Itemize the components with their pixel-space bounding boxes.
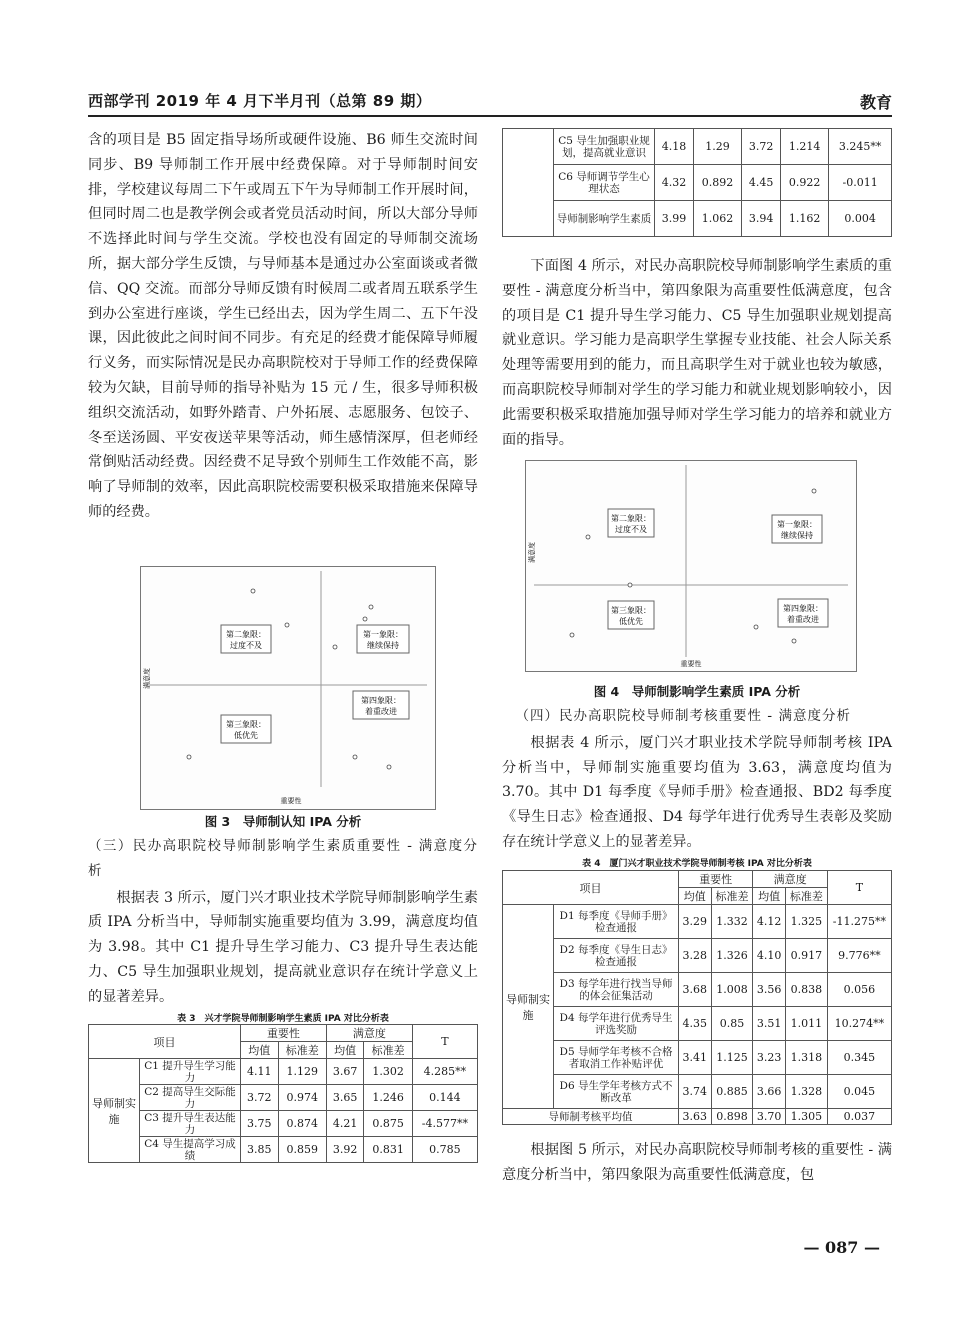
fig4-xlabel: 重要性: [680, 660, 702, 668]
t3c-t-value: 3.245**: [829, 129, 892, 165]
t4-sat-mean: 3.51: [753, 1007, 786, 1041]
t3-sat-sd: 0.875: [364, 1111, 412, 1137]
figure-3: [140, 566, 436, 810]
table-4-title: 表 4 厦门兴才职业技术学院导师制考核 IPA 对比分析表: [582, 859, 812, 869]
t3c-imp-mean: 3.99: [655, 201, 694, 237]
t3-mean-head-2: 均值: [326, 1042, 364, 1059]
t3-sat-sd: 0.831: [364, 1137, 412, 1163]
fig4-q2-l2: 过度不及: [615, 525, 647, 534]
t4-sat-sd: 1.325: [785, 905, 827, 939]
t3c-imp-sd: 0.892: [693, 165, 741, 201]
t3c-sat-sd: 0.922: [781, 165, 829, 201]
t4-item-name: D1 每季度《导师手册》检查通报: [554, 905, 679, 939]
table-row: [503, 939, 892, 973]
t3c-imp-sd: 1.29: [693, 129, 741, 165]
t4-mean-head-2: 均值: [753, 888, 786, 905]
t4-t-value: 0.045: [827, 1075, 891, 1109]
figure-3-caption: 图 3 导师制认知 IPA 分析: [204, 814, 362, 829]
t4-group-label: 导师制实施: [503, 905, 554, 1109]
t3c-group-spacer: [503, 129, 554, 237]
t3-imp-mean: 3.75: [241, 1111, 279, 1137]
t3c-item-name: 导师制影响学生素质: [554, 201, 655, 237]
t4-mean-head: 均值: [679, 888, 712, 905]
t3c-imp-mean: 4.18: [655, 129, 694, 165]
t3c-sat-sd: 1.214: [781, 129, 829, 165]
table-3-continued: [502, 128, 892, 237]
t3c-imp-mean: 4.32: [655, 165, 694, 201]
fig3-q4-l1: 第四象限：: [361, 696, 401, 705]
t3c-item-name: C6 导师调节学生心理状态: [554, 165, 655, 201]
t3-mean-head: 均值: [241, 1042, 279, 1059]
table-3-title: 表 3 兴才学院导师制影响学生素质 IPA 对比分析表: [177, 1014, 389, 1024]
t4-imp-sd: 1.332: [711, 905, 753, 939]
table-row: [503, 973, 892, 1007]
t3-item-name: C2 提高导生交际能力: [140, 1085, 241, 1111]
fig4-point: [812, 489, 816, 493]
right-column-end: [502, 1138, 892, 1188]
t3-imp-mean: 3.85: [241, 1137, 279, 1163]
t4-t-head: T: [827, 871, 891, 905]
t3-item-head: 项目: [89, 1025, 241, 1059]
heading-4: （四）民办高职院校导师制考核重要性 - 满意度分析: [515, 708, 851, 724]
t4-sat-head: 满意度: [753, 871, 827, 888]
t4-sd-head-2: 标准差: [785, 888, 827, 905]
t4-sat-mean: 4.12: [753, 905, 786, 939]
t3-imp-sd: 0.874: [278, 1111, 326, 1137]
fig4-point: [628, 583, 632, 587]
fig3-point: [251, 589, 255, 593]
t3-item-name: C1 提升导生学习能力: [140, 1059, 241, 1085]
t3-sd-head: 标准差: [278, 1042, 326, 1059]
t4-imp-mean: 3.63: [679, 1109, 712, 1125]
fig3-q1-l2: 继续保持: [367, 641, 399, 650]
right-column: [502, 254, 892, 452]
t3-imp-sd: 0.859: [278, 1137, 326, 1163]
t4-t-value: 0.037: [827, 1109, 891, 1125]
t4-sd-head: 标准差: [711, 888, 753, 905]
fig4-q3-l2: 低优先: [619, 617, 643, 626]
left-column-lower: [88, 834, 478, 1010]
t3-sd-head-2: 标准差: [364, 1042, 412, 1059]
t3-sat-sd: 1.246: [364, 1085, 412, 1111]
header-rule: [88, 115, 892, 117]
table-row: [89, 1085, 478, 1111]
t3c-sat-mean: 4.45: [742, 165, 781, 201]
fig3-q3-l1: 第三象限：: [226, 720, 266, 729]
fig3-ylabel: 满意度: [143, 668, 151, 689]
fig4-point: [586, 535, 590, 539]
t4-item-name: D3 每学年进行找当导师的体会征集活动: [554, 973, 679, 1007]
table-row: [89, 1137, 478, 1163]
t4-t-value: 0.056: [827, 973, 891, 1007]
fig4-q4-l1: 第四象限：: [783, 604, 823, 613]
t4-imp-mean: 3.74: [679, 1075, 712, 1109]
t3-t-head: T: [412, 1025, 477, 1059]
right-paragraph-2: 根据表 4 所示，厦门兴才职业技术学院导师制考核 IPA 分析当中，导师制实施重要均值为 3.63，满意度均值为 3.70。其中 D1 每季度《导师手册》检查通报、BD2 每季度《导生日志》检查通报、D4 每学年进行优秀导生表彰及奖励存在统计学意义上的显著差异。: [502, 734, 892, 850]
t3-t-value: 4.285**: [412, 1059, 477, 1085]
fig4-q4-l2: 着重改进: [787, 615, 819, 624]
t4-t-value: 10.274**: [827, 1007, 891, 1041]
t4-t-value: 0.345: [827, 1041, 891, 1075]
fig3-xlabel: 重要性: [280, 797, 302, 805]
t4-imp-sd: 1.008: [711, 973, 753, 1007]
t3c-sat-sd: 1.162: [781, 201, 829, 237]
right-paragraph-1: 下面图 4 所示，对民办高职院校导师制影响学生素质的重要性 - 满意度分析当中，第四象限为高重要性低满意度，包含的项目是 C1 提升导生学习能力、C5 导生加强职业规划提高就业意识。学习能力是高职学生掌握专业技能、社会人际关系处理等需要用到的能力，而且高职学生对于就业也较为敏感，而高职院校导师制对学生的学习能力和就业规划影响较小，因此需要积极采取措施加强导师对学生学习能力的培养和就业方面的指导。: [502, 258, 892, 448]
figure-3-svg: [141, 567, 435, 809]
fig3-point: [333, 645, 337, 649]
t3-imp-sd: 0.974: [278, 1085, 326, 1111]
figure-4-caption: 图 4 导师制影响学生素质 IPA 分析: [593, 684, 801, 699]
fig3-points: [187, 589, 391, 769]
fig4-point: [792, 639, 796, 643]
t3-sat-mean: 3.92: [326, 1137, 364, 1163]
t4-sat-mean: 3.70: [753, 1109, 786, 1125]
fig4-q1-l1: 第一象限：: [777, 520, 817, 529]
table-row: [89, 1059, 478, 1085]
table-4: [502, 870, 892, 1125]
t3c-t-value: 0.004: [829, 201, 892, 237]
t4-imp-sd: 0.885: [711, 1075, 753, 1109]
fig3-point: [285, 623, 289, 627]
fig3-point: [363, 617, 367, 621]
table-row: [503, 165, 892, 201]
t4-sat-sd: 1.318: [785, 1041, 827, 1075]
t3-sat-head: 满意度: [326, 1025, 412, 1042]
page-number: — 087 —: [803, 1238, 880, 1257]
fig3-point: [387, 765, 391, 769]
t3-sat-mean: 3.67: [326, 1059, 364, 1085]
fig3-q2-l1: 第二象限：: [226, 630, 266, 639]
t3-imp-mean: 3.72: [241, 1085, 279, 1111]
t4-item-head: 项目: [503, 871, 679, 905]
t3-t-value: -4.577**: [412, 1111, 477, 1137]
section-label: 教育: [859, 93, 892, 112]
table-row: [503, 905, 892, 939]
fig3-q1-l1: 第一象限：: [363, 630, 403, 639]
t3c-t-value: -0.011: [829, 165, 892, 201]
t4-item-name: D6 导生学年考核方式不断改革: [554, 1075, 679, 1109]
t3-imp-sd: 1.129: [278, 1059, 326, 1085]
t3-item-name: C4 导生提高学习成绩: [140, 1137, 241, 1163]
left-column: [88, 128, 478, 525]
t3-sat-mean: 3.65: [326, 1085, 364, 1111]
fig3-point: [187, 755, 191, 759]
t4-imp-sd: 0.898: [711, 1109, 753, 1125]
t3c-sat-mean: 3.94: [742, 201, 781, 237]
right-paragraph-3: 根据图 5 所示，对民办高职院校导师制考核的重要性 - 满意度分析当中，第四象限为高重要性低满意度，包: [502, 1142, 892, 1183]
table-row: [503, 1041, 892, 1075]
t3-t-value: 0.144: [412, 1085, 477, 1111]
table-row: [503, 1075, 892, 1109]
table-row: [503, 201, 892, 237]
left-paragraph-2: 根据表 3 所示，厦门兴才职业技术学院导师制影响学生素质 IPA 分析当中，导师制实施重要均值为 3.99，满意度均值为 3.98。其中 C1 提升导生学习能力、C3 提升导生表达能力、C5 导生加强职业规划，提高就业意识存在统计学意义上的显著差异。: [88, 889, 478, 1005]
t4-t-value: -11.275**: [827, 905, 891, 939]
table-row: [503, 1007, 892, 1041]
t3-imp-head: 重要性: [241, 1025, 327, 1042]
figure-4: [525, 460, 857, 672]
t4-imp-mean: 3.68: [679, 973, 712, 1007]
t4-sat-sd: 1.328: [785, 1075, 827, 1109]
journal-header: 西部学刊 2019 年 4 月下半月刊（总第 89 期）: [88, 92, 432, 110]
fig3-q4-l2: 着重改进: [365, 707, 397, 716]
fig4-ylabel: 满意度: [528, 542, 536, 563]
t4-item-name: D4 每学年进行优秀导生评选奖励: [554, 1007, 679, 1041]
t4-item-name: D2 每季度《导生日志》检查通报: [554, 939, 679, 973]
t4-sat-sd: 0.917: [785, 939, 827, 973]
t4-sat-mean: 3.23: [753, 1041, 786, 1075]
t4-imp-mean: 4.35: [679, 1007, 712, 1041]
table-row: [89, 1111, 478, 1137]
t3-item-name: C3 提升导生表达能力: [140, 1111, 241, 1137]
right-column-lower: [502, 704, 892, 855]
table-row: [503, 129, 892, 165]
t4-imp-sd: 1.125: [711, 1041, 753, 1075]
t4-sat-mean: 3.66: [753, 1075, 786, 1109]
t3-t-value: 0.785: [412, 1137, 477, 1163]
t4-imp-head: 重要性: [679, 871, 753, 888]
t4-sat-mean: 4.10: [753, 939, 786, 973]
left-paragraph-1: 含的项目是 B5 固定指导场所或硬件设施、B6 师生交流时间同步、B9 导师制工作开展中经费保障。对于导师制时间安排，学校建议每周二下午或周五下午为导师制工作开展时间，但同时周二也是教学例会或者党员活动时间，所以大部分导师不选择此时间与学生交流。学校也没有固定的导师制交流场所，据大部分学生反馈，与导师基本是通过办公室面谈或者微信、QQ 交流。而部分导师反馈有时候周二或者周五联系学生到办公室进行座谈，学生已经出去，因为学生周二、五下午没课，因此彼此之间时间不同步。有充足的经费才能保障导师履行义务，而实际情况是民办高职院校对于导师工作的经费保障较为欠缺，目前导师的指导补贴为 15 元 / 生，很多导师积极组织交流活动，如野外踏青、户外拓展、志愿服务、包饺子、冬至送汤圆、平安夜送苹果等活动，师生感情深厚，但老师经常倒贴活动经费。因经费不足导致个别师生工作效能不高，影响了导师制的效率，因此高职院校需要积极采取措施来保障导师的经费。: [88, 132, 478, 520]
t3-sat-sd: 1.302: [364, 1059, 412, 1085]
t4-total-name: 导师制考核平均值: [503, 1109, 679, 1125]
fig3-q2-l2: 过度不及: [230, 641, 262, 650]
t3c-imp-sd: 1.062: [693, 201, 741, 237]
t4-item-name: D5 导师学年考核不合格者取消工作补贴评优: [554, 1041, 679, 1075]
t4-sat-mean: 3.56: [753, 973, 786, 1007]
fig3-point: [369, 605, 373, 609]
t4-t-value: 9.776**: [827, 939, 891, 973]
heading-3: （三）民办高职院校导师制影响学生素质重要性 - 满意度分析: [88, 838, 478, 879]
t3-imp-mean: 4.11: [241, 1059, 279, 1085]
fig3-q3-l2: 低优先: [234, 731, 258, 740]
t4-imp-mean: 3.41: [679, 1041, 712, 1075]
t3c-item-name: C5 导生加强职业规划，提高就业意识: [554, 129, 655, 165]
t4-imp-mean: 3.28: [679, 939, 712, 973]
t4-imp-sd: 1.326: [711, 939, 753, 973]
fig4-point: [570, 633, 574, 637]
fig4-point: [754, 625, 758, 629]
fig4-q2-l1: 第二象限：: [611, 514, 651, 523]
t4-sat-sd: 0.838: [785, 973, 827, 1007]
t4-imp-sd: 0.85: [711, 1007, 753, 1041]
figure-4-svg: [526, 461, 856, 671]
fig4-q1-l2: 继续保持: [781, 531, 813, 540]
table-3: [88, 1024, 478, 1163]
fig4-q3-l1: 第三象限：: [611, 606, 651, 615]
t4-sat-sd: 1.011: [785, 1007, 827, 1041]
fig3-point: [353, 755, 357, 759]
t4-imp-mean: 3.29: [679, 905, 712, 939]
t3c-sat-mean: 3.72: [742, 129, 781, 165]
t3-group-label: 导师制实施: [89, 1059, 140, 1163]
table-row: [503, 1109, 892, 1125]
t4-sat-sd: 1.305: [785, 1109, 827, 1125]
t3-sat-mean: 4.21: [326, 1111, 364, 1137]
